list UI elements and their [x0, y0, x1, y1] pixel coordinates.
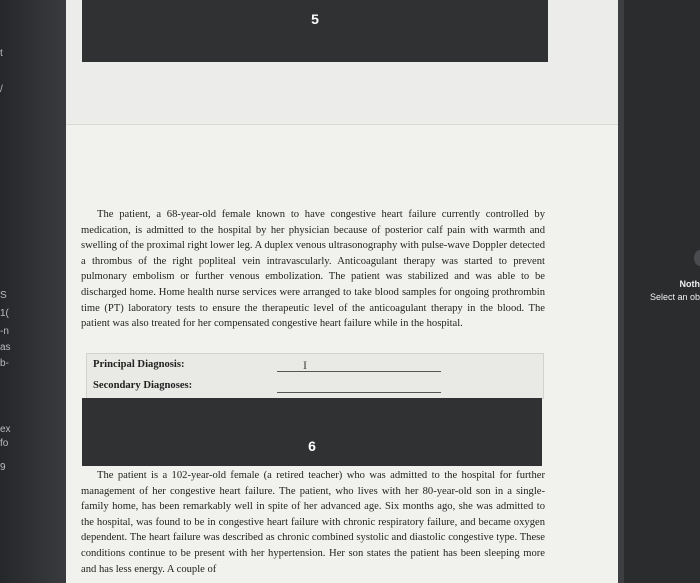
sidebar-fragment: S: [0, 290, 7, 301]
sidebar-fragment: /: [0, 84, 3, 95]
document-page[interactable]: [66, 0, 618, 583]
secondary-diagnoses-label: Secondary Diagnoses:: [93, 380, 193, 391]
case-number-banner: 5: [82, 0, 548, 62]
sidebar-fragment: fo: [0, 438, 9, 449]
panel-subtitle: Select an ob: [649, 292, 700, 302]
sidebar-fragment: b-: [0, 358, 9, 369]
panel-title: Noth: [679, 279, 700, 289]
left-sidebar: [0, 0, 66, 583]
sidebar-fragment: 9: [0, 462, 6, 473]
case-paragraph: [81, 207, 545, 332]
case-number-banner: 6: [82, 398, 542, 466]
diagnosis-form: [86, 353, 544, 399]
sidebar-fragment: ex: [0, 424, 11, 435]
sidebar-fragment: as: [0, 342, 11, 353]
case-6-text: The patient is a 102-year-old female (a retired teacher) who was admitted to the hospital for further management of her congestive heart failure. The patient, who lives with her 80-year-old son in a single-family home, has been remarkably well in spite of her advanced age. Six months ago, she was admitted to the hospital, was found to be in congestive heart failure with chronic respiratory failure, and became oxygen dependent. The heart failure was described as chronic combined systolic and diastolic congestive type. These conditions continue to be present with her hypertension. Her son states the patient has been sleeping more and has less energy. A couple of: [81, 470, 545, 575]
sidebar-fragment: 1(: [0, 308, 9, 319]
secondary-diagnoses-field[interactable]: [277, 392, 441, 393]
right-side-panel: [618, 0, 700, 583]
page-divider: [66, 124, 618, 125]
sidebar-fragment: -n: [0, 326, 9, 337]
principal-diagnosis-label: Principal Diagnosis:: [93, 359, 185, 370]
case-paragraph: [81, 468, 545, 577]
principal-diagnosis-field[interactable]: [277, 371, 441, 372]
panel-avatar-icon: [694, 250, 700, 266]
sidebar-fragment: t: [0, 48, 3, 59]
panel-edge: [618, 0, 624, 583]
text-cursor-icon: I: [303, 358, 307, 372]
case-5-text: The patient, a 68-year-old female known to have congestive heart failure currently controlled by medication, is admitted to the hospital by her physician because of posterior calf pain with warmth and swelling of the proximal right lower leg. A duplex venous ultrasonography with pulse-wave Doppler detected a thrombus of the right popliteal vein intravascularly. Anticoagulant therapy was started to prevent pulmonary embolism or further venous embolization. The patient was stabilized and was able to be discharged home. Home health nurse services were arranged to take blood samples for ongoing prothrombin time (PT) laboratory tests to ensure the therapeutic level of the anticoagulant therapy in the blood. The patient was also treated for her compensated congestive heart failure while in the hospital.: [81, 209, 545, 330]
